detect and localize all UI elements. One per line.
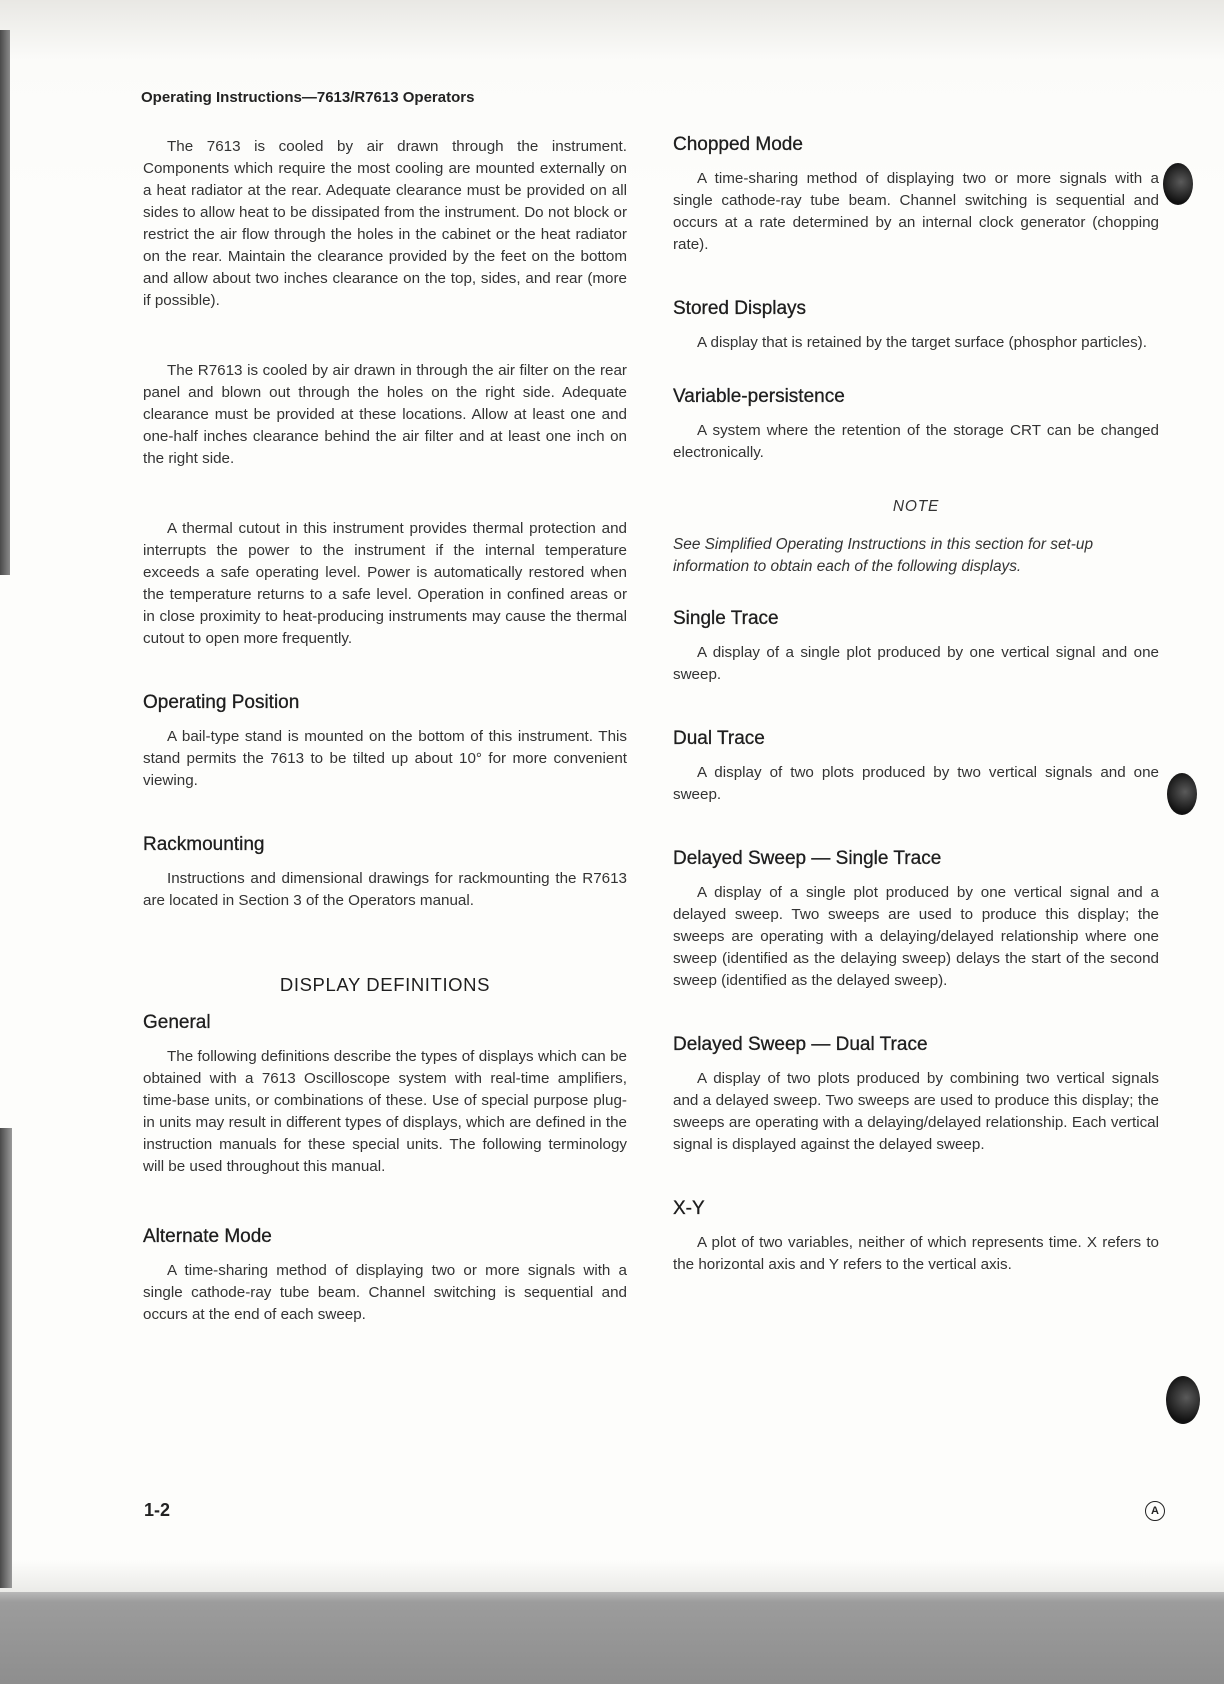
heading-alternate-mode: Alternate Mode	[143, 1226, 272, 1247]
paragraph-cooling-7613: The 7613 is cooled by air drawn through the instrument. Components which require the most cooling are mounted externally on a heat radiator at the rear. Adequate clearance must be provided on all sides to allow heat to be dissipated from the instrument. Do not block or restrict the air flow through the holes in the cabinet or the heat radiator on the rear. Maintain the clearance provided by the feet on the bottom and allow about two inches clearance on the top, sides, and rear (more if possible).	[143, 138, 627, 309]
text-x-y: A plot of two variables, neither of which represents time. X refers to the horizontal axis and Y refers to the vertical axis.	[673, 1234, 1159, 1273]
scan-bottom-band	[0, 1592, 1224, 1684]
text-single-trace: A display of a single plot produced by one vertical signal and one sweep.	[673, 644, 1159, 683]
heading-dual-trace: Dual Trace	[673, 728, 765, 749]
heading-single-trace: Single Trace	[673, 608, 779, 629]
note-text: See Simplified Operating Instructions in this section for set-up information to obtain each of the following displays.	[673, 536, 1094, 575]
heading-general: General	[143, 1012, 211, 1033]
heading-stored-displays: Stored Displays	[673, 298, 807, 319]
text-chopped-mode: A time-sharing method of displaying two or more signals with a single cathode-ray tube beam. Channel switching is sequential and occurs at a rate determined by an internal clock generator (chopping rate).	[673, 170, 1159, 253]
heading-operating-position: Operating Position	[143, 692, 300, 713]
binder-hole-bottom	[1166, 1376, 1200, 1424]
text-delayed-sweep-dual-trace: A display of two plots produced by combining two vertical signals and a delayed sweep. Two sweeps are used to produce this display; the sweeps are operating with a delaying/delayed relationship. Each vertical signal is displayed against the delayed sweep.	[673, 1070, 1159, 1153]
paragraph-cooling-r7613: The R7613 is cooled by air drawn in through the air filter on the rear panel and blown out through the holes on the right side. Adequate clearance must be provided at these locations. Allow at least one and one-half inches clearance behind the air filter and at least one inch on the right side.	[143, 362, 627, 467]
text-variable-persistence: A system where the retention of the storage CRT can be changed electronically.	[673, 422, 1159, 461]
heading-x-y: X-Y	[673, 1198, 705, 1219]
heading-variable-persistence: Variable-persistence	[673, 386, 845, 407]
page-number: 1-2	[144, 1500, 171, 1520]
paragraph-thermal-cutout: A thermal cutout in this instrument provides thermal protection and interrupts the power to the instrument if the internal temperature exceeds a safe operating level. Power is automatically restored when the temperature returns to a safe level. Operation in confined areas or in close proximity to heat-producing instruments may cause the thermal cutout to open more frequently.	[143, 520, 627, 647]
right-column	[673, 134, 1159, 1276]
page-edge-shadow-lower	[0, 1128, 12, 1588]
revision-mark: A	[1145, 1501, 1165, 1521]
text-operating-position: A bail-type stand is mounted on the bottom of this instrument. This stand permits the 7613 to be tilted up about 10° for more convenient viewing.	[143, 728, 627, 789]
left-column	[143, 136, 627, 1326]
heading-rackmounting: Rackmounting	[143, 834, 265, 855]
running-head: Operating Instructions—7613/R7613 Operators	[141, 89, 475, 106]
binder-hole-middle	[1167, 773, 1197, 815]
text-delayed-sweep-single-trace: A display of a single plot produced by one vertical signal and a delayed sweep. Two sweeps are used to produce this display; the sweeps are operating with a delaying/delayed relationship where one sweep (identified as the delaying sweep) delays the start of the second sweep (identified as the delayed sweep).	[673, 884, 1159, 989]
text-rackmounting: Instructions and dimensional drawings for rackmounting the R7613 are located in Section 3 of the Operators manual.	[143, 870, 627, 909]
text-alternate-mode: A time-sharing method of displaying two or more signals with a single cathode-ray tube beam. Channel switching is sequential and occurs at the end of each sweep.	[143, 1262, 627, 1323]
text-dual-trace: A display of two plots produced by two vertical signals and one sweep.	[673, 764, 1159, 803]
text-stored-displays: A display that is retained by the target surface (phosphor particles).	[697, 334, 1147, 351]
binder-hole-top	[1163, 163, 1193, 205]
heading-chopped-mode: Chopped Mode	[673, 134, 803, 155]
section-title-display-definitions: DISPLAY DEFINITIONS	[279, 974, 491, 995]
note-title: NOTE	[892, 498, 940, 515]
heading-delayed-sweep-single-trace: Delayed Sweep — Single Trace	[673, 848, 942, 869]
text-general: The following definitions describe the types of displays which can be obtained with a 7613 Oscilloscope system with real-time amplifiers, time-base units, or combinations of these. Use of special purpose plug-in units may result in different types of displays, which are defined in the instruction manuals for these special units. The following terminology will be used throughout this manual.	[143, 1048, 627, 1175]
heading-delayed-sweep-dual-trace: Delayed Sweep — Dual Trace	[673, 1034, 928, 1055]
page-edge-shadow	[0, 30, 10, 575]
